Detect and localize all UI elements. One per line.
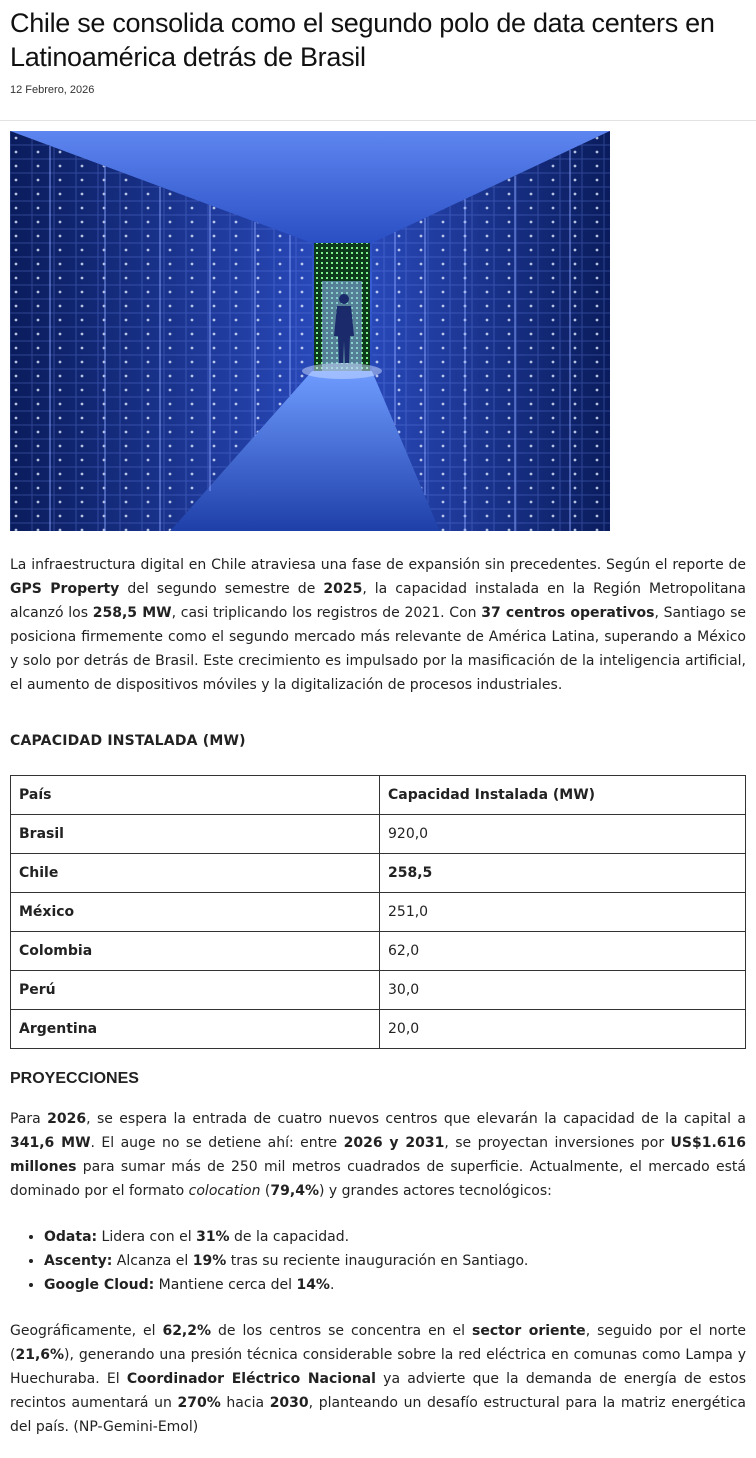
proj-italic: colocation — [188, 1183, 261, 1199]
table-row — [11, 893, 746, 932]
actor-name: Odata: — [44, 1229, 98, 1245]
actor-text: Lidera con el — [97, 1229, 197, 1245]
geo-bold: 62,2% — [162, 1323, 212, 1339]
country-cell: Argentina — [11, 1010, 380, 1049]
country-cell: Chile — [11, 854, 380, 893]
lead-bold: 37 centros operativos — [481, 605, 655, 621]
table-row — [11, 815, 746, 854]
proj-text: , se proyectan inversiones por — [444, 1135, 671, 1151]
proj-text: , se espera la entrada de cuatro nuevos centros que elevarán la capacidad de la capital a — [86, 1111, 746, 1127]
capacity-cell: 30,0 — [380, 971, 746, 1010]
column-header-capacity: Capacidad Instalada (MW) — [380, 776, 746, 815]
lead-paragraph — [10, 553, 746, 697]
lead-text: del segundo semestre de — [119, 581, 324, 597]
proj-bold: US$1.616 millones — [10, 1135, 746, 1175]
actor-text: Mantiene cerca del — [154, 1277, 297, 1293]
lead-bold: 2025 — [323, 581, 363, 597]
geo-text: hacia — [220, 1395, 270, 1411]
geo-bold: 270% — [177, 1395, 221, 1411]
table-row — [11, 971, 746, 1010]
list-item — [44, 1249, 746, 1273]
geo-text: de los centros se concentra en el — [211, 1323, 472, 1339]
proj-bold: 2026 y 2031 — [343, 1135, 445, 1151]
geo-text: ), generando una presión técnica considerable sobre la red eléctrica en comunas como Lampa y Huechuraba. El — [10, 1347, 746, 1387]
proj-bold: 2026 — [47, 1111, 87, 1127]
proj-text: ) y grandes actores tecnológicos: — [318, 1183, 552, 1199]
proj-bold: 341,6 MW — [10, 1135, 91, 1151]
proj-text: ( — [260, 1183, 271, 1199]
geography-paragraph — [10, 1319, 746, 1439]
proj-text: para sumar más de 250 mil metros cuadrados de superficie. Actualmente, el mercado está dominado por el formato — [10, 1159, 746, 1199]
country-cell: Colombia — [11, 932, 380, 971]
geo-bold: Coordinador Eléctrico Nacional — [126, 1371, 376, 1387]
capacity-table — [10, 775, 746, 1049]
lead-text: , Santiago se posiciona firmemente como el segundo mercado más relevante de América Latina, superando a México y solo por detrás de Brasil. Este crecimiento es impulsado por la masificación de la inteligencia artificial, el aumento de dispositivos móviles y la digitalización de procesos industriales. — [10, 605, 747, 693]
actor-share: 19% — [192, 1253, 227, 1269]
geo-text: Geográficamente, el — [10, 1323, 163, 1339]
data-center-illustration — [10, 131, 610, 531]
lead-bold: GPS Property — [10, 581, 120, 597]
actor-name: Ascenty: — [44, 1253, 113, 1269]
projections-paragraph — [10, 1107, 746, 1203]
lead-text: La infraestructura digital en Chile atraviesa una fase de expansión sin precedentes. Según el reporte de — [10, 557, 746, 573]
article-body — [0, 553, 756, 1439]
table-row — [11, 854, 746, 893]
capacity-cell: 920,0 — [380, 815, 746, 854]
article-title: Chile se consolida como el segundo polo de data centers en Latinoamérica detrás de Brasil — [10, 8, 715, 72]
table-row — [11, 932, 746, 971]
actor-text: . — [329, 1277, 335, 1293]
actor-text: tras su reciente inauguración en Santiago. — [226, 1253, 529, 1269]
capacity-cell: 62,0 — [380, 932, 746, 971]
header-divider — [0, 120, 756, 121]
lead-text: , casi triplicando los registros de 2021. Con — [171, 605, 482, 621]
proj-text: . El auge no se detiene ahí: entre — [90, 1135, 344, 1151]
capacity-cell: 20,0 — [380, 1010, 746, 1049]
country-cell: Perú — [11, 971, 380, 1010]
list-item — [44, 1273, 746, 1297]
proj-text: Para — [10, 1111, 48, 1127]
projections-section-title: PROYECCIONES — [10, 1070, 139, 1087]
actor-text: Alcanza el — [112, 1253, 193, 1269]
country-cell: México — [11, 893, 380, 932]
actors-list — [10, 1225, 746, 1297]
data-center-photo — [10, 131, 610, 531]
table-header-row — [11, 776, 746, 815]
proj-bold: 79,4% — [270, 1183, 319, 1199]
geo-text: ya advierte que la demanda de energía de estos recintos aumentará un — [10, 1371, 746, 1411]
article-header — [0, 0, 756, 96]
actor-share: 14% — [296, 1277, 330, 1293]
geo-text: , seguido por el norte ( — [10, 1323, 746, 1363]
column-header-country: País — [11, 776, 380, 815]
actor-name: Google Cloud: — [44, 1277, 155, 1293]
capacity-cell: 251,0 — [380, 893, 746, 932]
actor-text: de la capacidad. — [229, 1229, 350, 1245]
geo-text: , planteando un desafío estructural para la matriz energética del país. (NP-Gemini-Emol) — [10, 1395, 746, 1435]
geo-bold: 21,6% — [15, 1347, 65, 1363]
actor-share: 31% — [196, 1229, 230, 1245]
country-cell: Brasil — [11, 815, 380, 854]
geo-bold: 2030 — [269, 1395, 309, 1411]
table-row — [11, 1010, 746, 1049]
article-date: 12 Febrero, 2026 — [10, 84, 95, 96]
capacity-cell: 258,5 — [380, 854, 746, 893]
capacity-section-title: CAPACIDAD INSTALADA (MW) — [10, 733, 246, 749]
lead-text: , la capacidad instalada en la Región Metropolitana alcanzó los — [10, 581, 746, 621]
list-item — [44, 1225, 746, 1249]
lead-bold: 258,5 MW — [92, 605, 172, 621]
geo-bold: sector oriente — [471, 1323, 586, 1339]
